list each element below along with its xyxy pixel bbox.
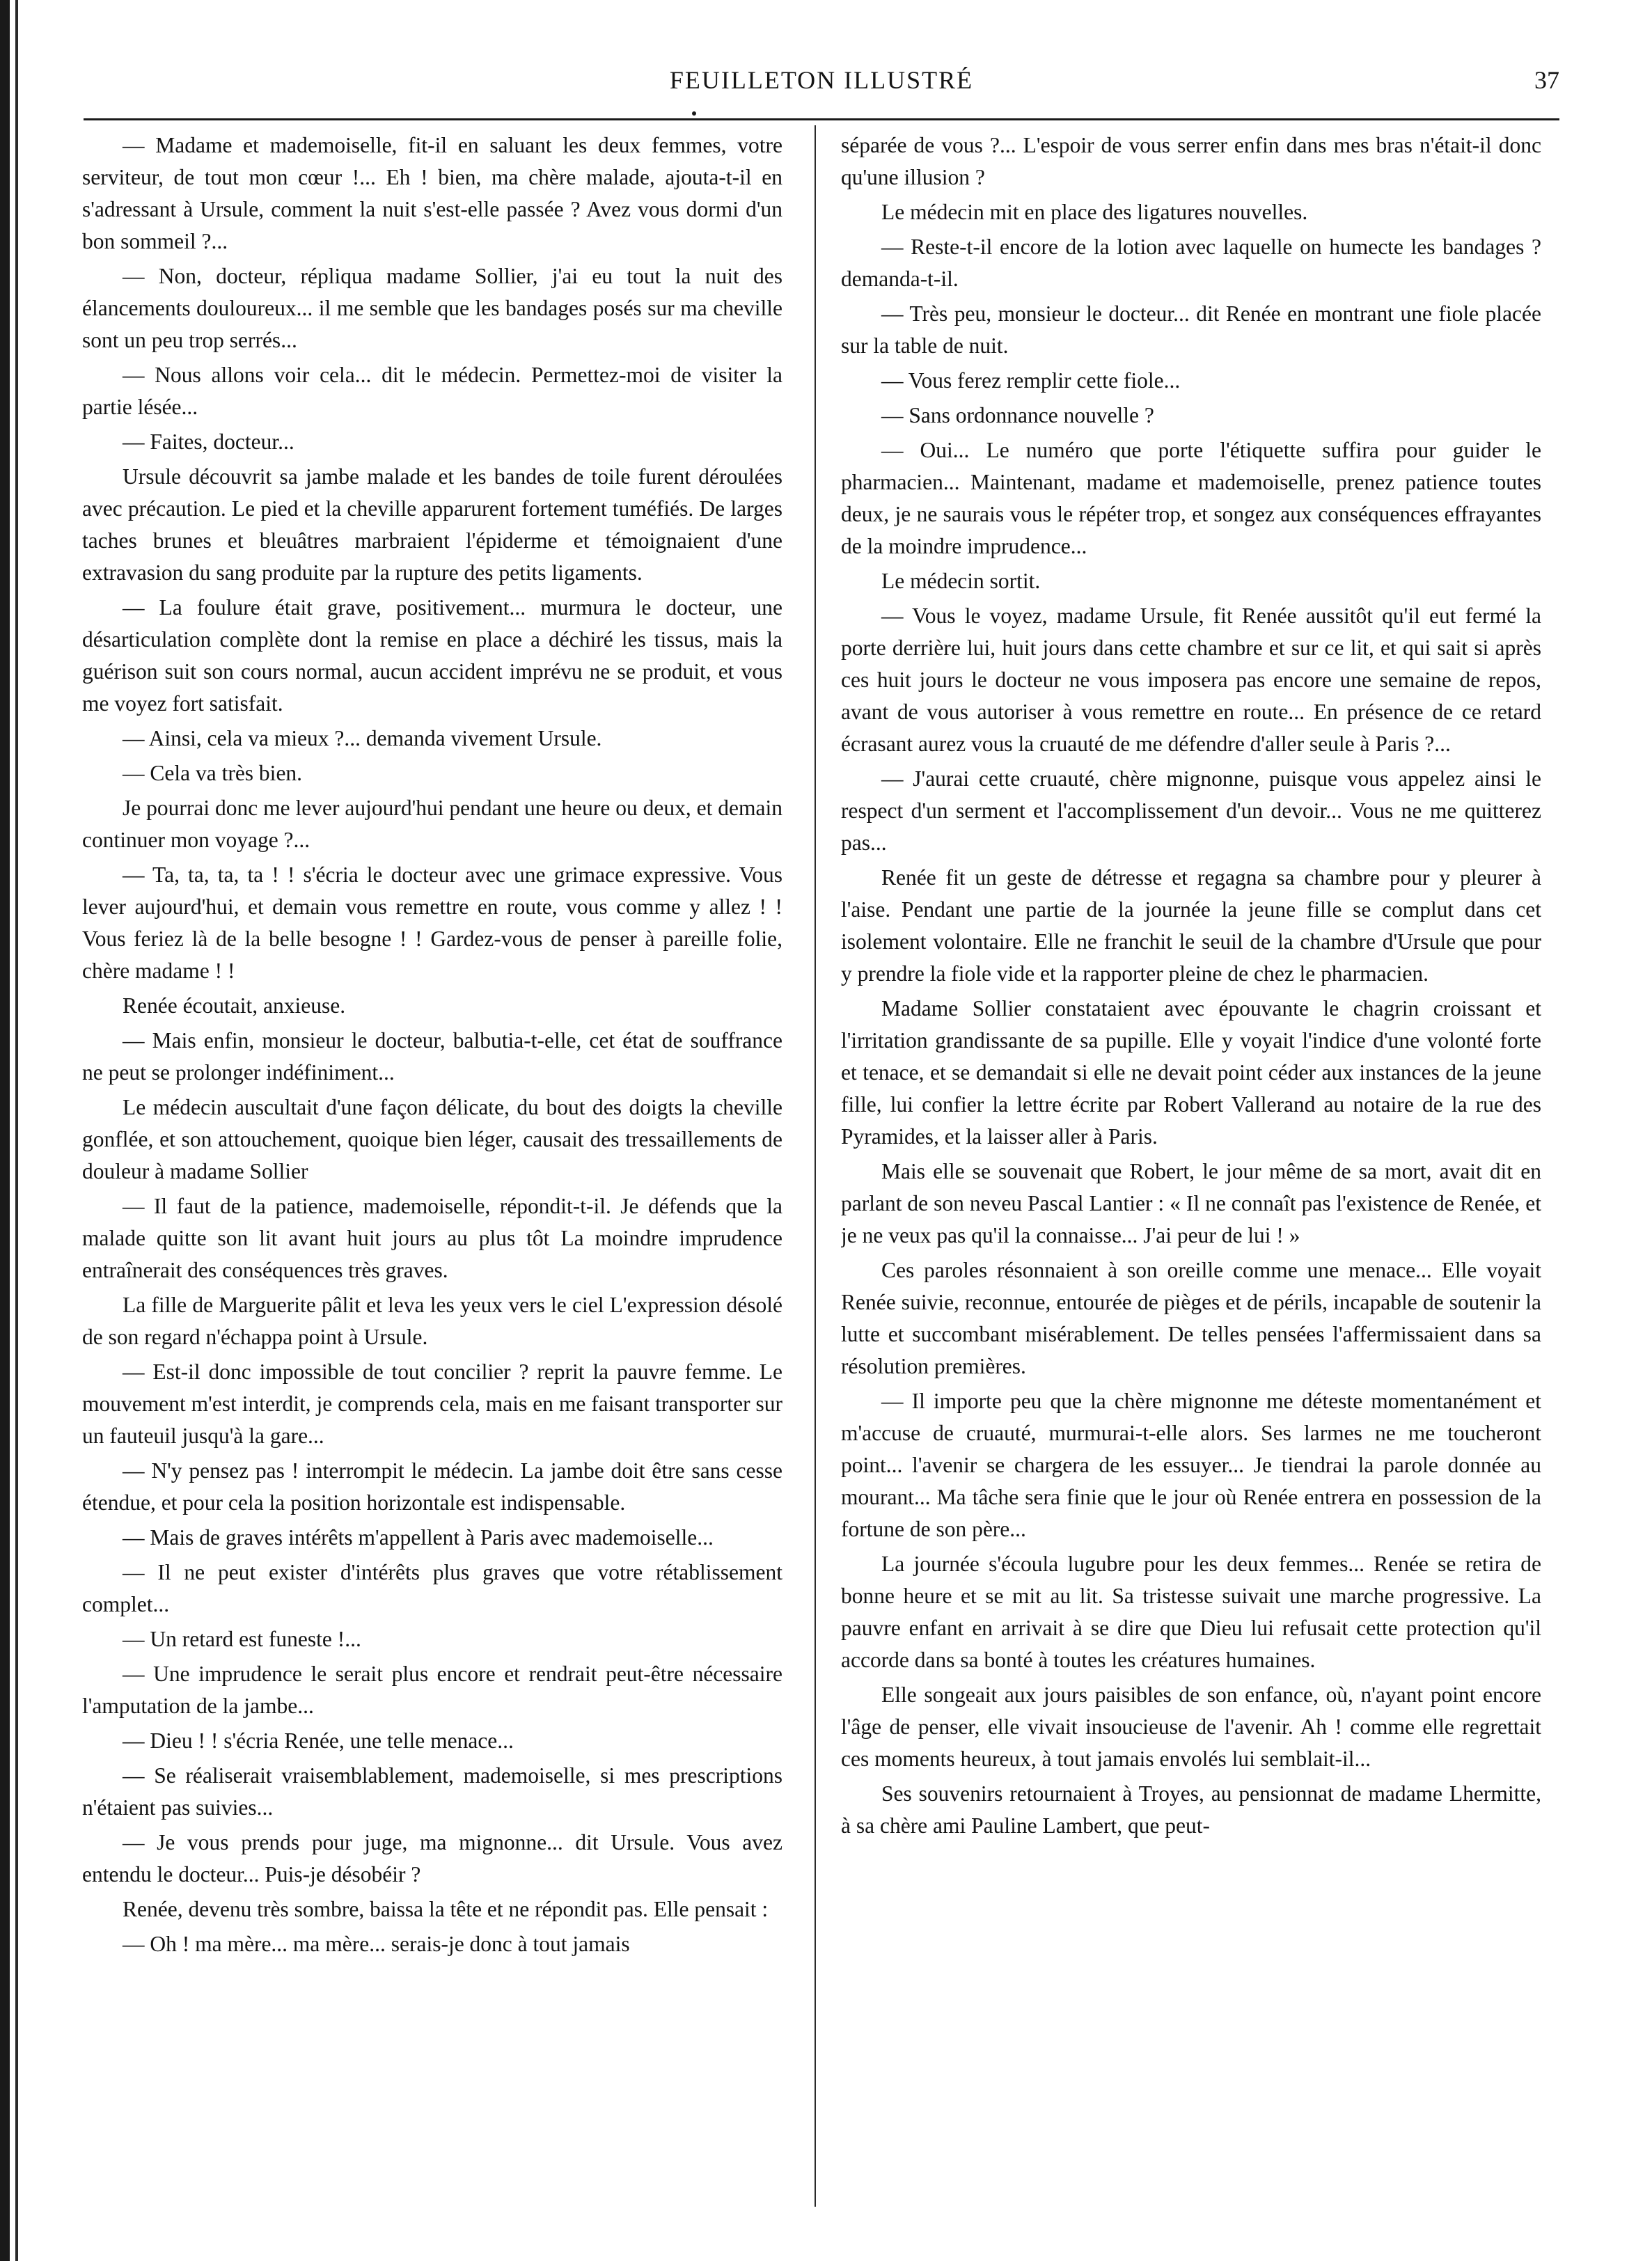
paragraph: — Nous allons voir cela... dit le médecin. Permettez-moi de visiter la partie lésée...	[82, 363, 782, 419]
paragraph: Le médecin mit en place des ligatures nouvelles.	[881, 200, 1308, 224]
header-rule	[84, 118, 1559, 120]
left-column	[82, 129, 782, 2204]
paragraph: Elle songeait aux jours paisibles de son enfance, où, n'ayant point encore l'âge de penser, elle vivait insoucieuse de l'avenir. Ah ! comme elle regrettait ces moments heureux, à tout jamais envolés lui semblait-il...	[841, 1683, 1541, 1771]
paragraph: — N'y pensez pas ! interrompit le médecin. La jambe doit être sans cesse étendue, et pour cela la position horizontale est indispensable.	[82, 1458, 782, 1515]
paragraph: Le médecin auscultait d'une façon délicate, du bout des doigts la cheville gonflée, et son attouchement, quoique bien léger, causait des tressaillements de douleur à madame Sollier	[82, 1095, 782, 1183]
paragraph: Ursule découvrit sa jambe malade et les bandes de toile furent déroulées avec précaution. Le pied et la cheville apparurent fortement tuméfiés. De larges taches brunes et bleuâtres marbraient l'épiderme et témoignaient d'une extravasion du sang produite par la rupture des petits ligaments.	[82, 464, 782, 585]
page-header	[84, 65, 1559, 114]
paragraph: Ces paroles résonnaient à son oreille comme une menace... Elle voyait Renée suivie, reconnue, entourée de pièges et de périls, incapable de soutenir la lutte et succombant misérablement. De telles pensées l'affermissaient dans sa résolution premières.	[841, 1258, 1541, 1378]
paragraph: — Il ne peut exister d'intérêts plus graves que votre rétablissement complet...	[82, 1560, 782, 1616]
paragraph: — Je vous prends pour juge, ma mignonne... dit Ursule. Vous avez entendu le docteur... Puis-je désobéir ?	[82, 1830, 782, 1886]
page-number: 37	[1534, 66, 1559, 94]
paragraph: — Madame et mademoiselle, fit-il en saluant les deux femmes, votre serviteur, de tout mon cœur !... Eh ! bien, ma chère malade, ajouta-t-il en s'adressant à Ursule, comment la nuit s'est-elle passée ? Avez vous dormi d'un bon sommeil ?...	[82, 133, 782, 253]
paragraph: — Une imprudence le serait plus encore et rendrait peut-être nécessaire l'amputation de la jambe...	[82, 1662, 782, 1718]
paragraph: Mais elle se souvenait que Robert, le jour même de sa mort, avait dit en parlant de son neveu Pascal Lantier : « Il ne connaît pas l'existence de Renée, et je ne veux pas qu'il la connaisse... J'ai peur de lui ! »	[841, 1159, 1541, 1247]
paragraph: — Mais enfin, monsieur le docteur, balbutia-t-elle, cet état de souffrance ne peut se prolonger indéfiniment...	[82, 1028, 782, 1085]
running-title: FEUILLETON ILLUSTRÉ	[669, 66, 974, 94]
paragraph: Renée écoutait, anxieuse.	[123, 993, 346, 1018]
paragraph: Le médecin sortit.	[881, 569, 1041, 593]
paragraph: Ses souvenirs retournaient à Troyes, au pensionnat de madame Lhermitte, à sa chère ami Pauline Lambert, que peut-	[841, 1781, 1541, 1838]
paragraph: — Vous le voyez, madame Ursule, fit Renée aussitôt qu'il eut fermé la porte derrière lui, huit jours dans cette chambre et sur ce lit, et qui sait si après ces huit jours le docteur ne vous imposera pas encore une semaine de repos, avant de vous autoriser à vous remettre en route... En présence de ce retard écrasant aurez vous la cruauté de me défendre d'aller seule à Paris ?...	[841, 604, 1541, 756]
paragraph: Renée, devenu très sombre, baissa la tête et ne répondit pas. Elle pensait :	[123, 1897, 769, 1921]
paragraph: La journée s'écoula lugubre pour les deux femmes... Renée se retira de bonne heure et se mit au lit. Sa tristesse suivait une marche progressive. La pauvre enfant en arrivait à se dire que Dieu lui refusait cette protection qu'il accorde dans sa bonté à toutes les créatures humaines.	[841, 1552, 1541, 1672]
paragraph: — Vous ferez remplir cette fiole...	[881, 368, 1181, 393]
paragraph: Je pourrai donc me lever aujourd'hui pendant une heure ou deux, et demain continuer mon voyage ?...	[82, 796, 782, 852]
paragraph: La fille de Marguerite pâlit et leva les yeux vers le ciel L'expression désolé de son regard n'échappa point à Ursule.	[82, 1293, 782, 1349]
paragraph: — Oh ! ma mère... ma mère... serais-je donc à tout jamais	[123, 1932, 630, 1956]
paragraph: — Cela va très bien.	[123, 761, 303, 785]
paragraph: — Il faut de la patience, mademoiselle, répondit-t-il. Je défends que la malade quitte son lit avant huit jours au plus tôt La moindre imprudence entraînerait des conséquences très graves.	[82, 1194, 782, 1282]
paragraph: — Faites, docteur...	[123, 430, 294, 454]
header-rule-dot	[692, 111, 696, 116]
paragraph: — Est-il donc impossible de tout concilier ? reprit la pauvre femme. Le mouvement m'est interdit, je comprends cela, mais en me faisant transporter sur un fauteuil jusqu'à la gare...	[82, 1360, 782, 1448]
paragraph: — Un retard est funeste !...	[123, 1627, 361, 1651]
paragraph: Renée fit un geste de détresse et regagna sa chambre pour y pleurer à l'aise. Pendant une partie de la journée la jeune fille se complut dans cet isolement volontaire. Elle ne franchit le seuil de la chambre d'Ursule que pour y prendre la fiole vide et la rapporter pleine de chez le pharmacien.	[841, 865, 1541, 986]
paragraph: — Oui... Le numéro que porte l'étiquette suffira pour guider le pharmacien... Maintenant, madame et mademoiselle, prenez patience toutes deux, je ne saurais vous le répéter trop, et songez aux conséquences effrayantes de la moindre imprudence...	[841, 438, 1541, 558]
paragraph: — Non, docteur, répliqua madame Sollier, j'ai eu tout la nuit des élancements douloureux... il me semble que les bandages posés sur ma cheville sont un peu trop serrés...	[82, 264, 782, 352]
column-divider	[815, 125, 816, 2207]
right-column	[841, 129, 1541, 2204]
binding-edge	[0, 0, 10, 2261]
paragraph: — Dieu ! ! s'écria Renée, une telle menace...	[123, 1728, 514, 1753]
paragraph: séparée de vous ?... L'espoir de vous serrer enfin dans mes bras n'était-il donc qu'une illusion ?	[841, 133, 1541, 189]
paragraph: — Reste-t-il encore de la lotion avec laquelle on humecte les bandages ? demanda-t-il.	[841, 235, 1541, 291]
paragraph: — Ta, ta, ta, ta ! ! s'écria le docteur avec une grimace expressive. Vous lever aujourd'hui, et demain vous remettre en route, vous comme y allez ! ! Vous feriez là de la belle besogne ! ! Gardez-vous de penser à pareille folie, chère madame ! !	[82, 862, 782, 983]
paragraph: — La foulure était grave, positivement... murmura le docteur, une désarticulation complète dont la remise en place a déchiré les tissus, mais la guérison suit son cours normal, aucun accident imprévu ne se produit, et vous me voyez fort satisfait.	[82, 595, 782, 716]
paragraph: — Mais de graves intérêts m'appellent à Paris avec mademoiselle...	[123, 1525, 714, 1550]
binding-line	[15, 0, 18, 2261]
paragraph: — Il importe peu que la chère mignonne me déteste momentanément et m'accuse de cruauté, murmurai-t-elle alors. Ses larmes ne me toucheront point... l'avenir se chargera de les essuyer... Je tiendrai la parole donnée au mourant... Ma tâche sera finie que le jour où Renée entrera en possession de la fortune de son père...	[841, 1389, 1541, 1541]
paragraph: Madame Sollier constataient avec épouvante le chagrin croissant et l'irritation grandissante de sa pupille. Elle y voyait l'indice d'une volonté forte et tenace, et se demandait si elle ne devait point céder aux instances de la jeune fille, lui confier la lettre écrite par Robert Vallerand au notaire de la rue des Pyramides, et la laisser aller à Paris.	[841, 996, 1541, 1149]
paragraph: — Ainsi, cela va mieux ?... demanda vivement Ursule.	[123, 726, 602, 750]
paragraph: — Très peu, monsieur le docteur... dit Renée en montrant une fiole placée sur la table de nuit.	[841, 301, 1541, 358]
paragraph: — Se réaliserait vraisemblablement, mademoiselle, si mes prescriptions n'étaient pas suivies...	[82, 1763, 782, 1820]
paragraph: — Sans ordonnance nouvelle ?	[881, 403, 1154, 427]
paragraph: — J'aurai cette cruauté, chère mignonne, puisque vous appelez ainsi le respect d'un serment et l'accomplissement d'un devoir... Vous ne me quitterez pas...	[841, 766, 1541, 855]
